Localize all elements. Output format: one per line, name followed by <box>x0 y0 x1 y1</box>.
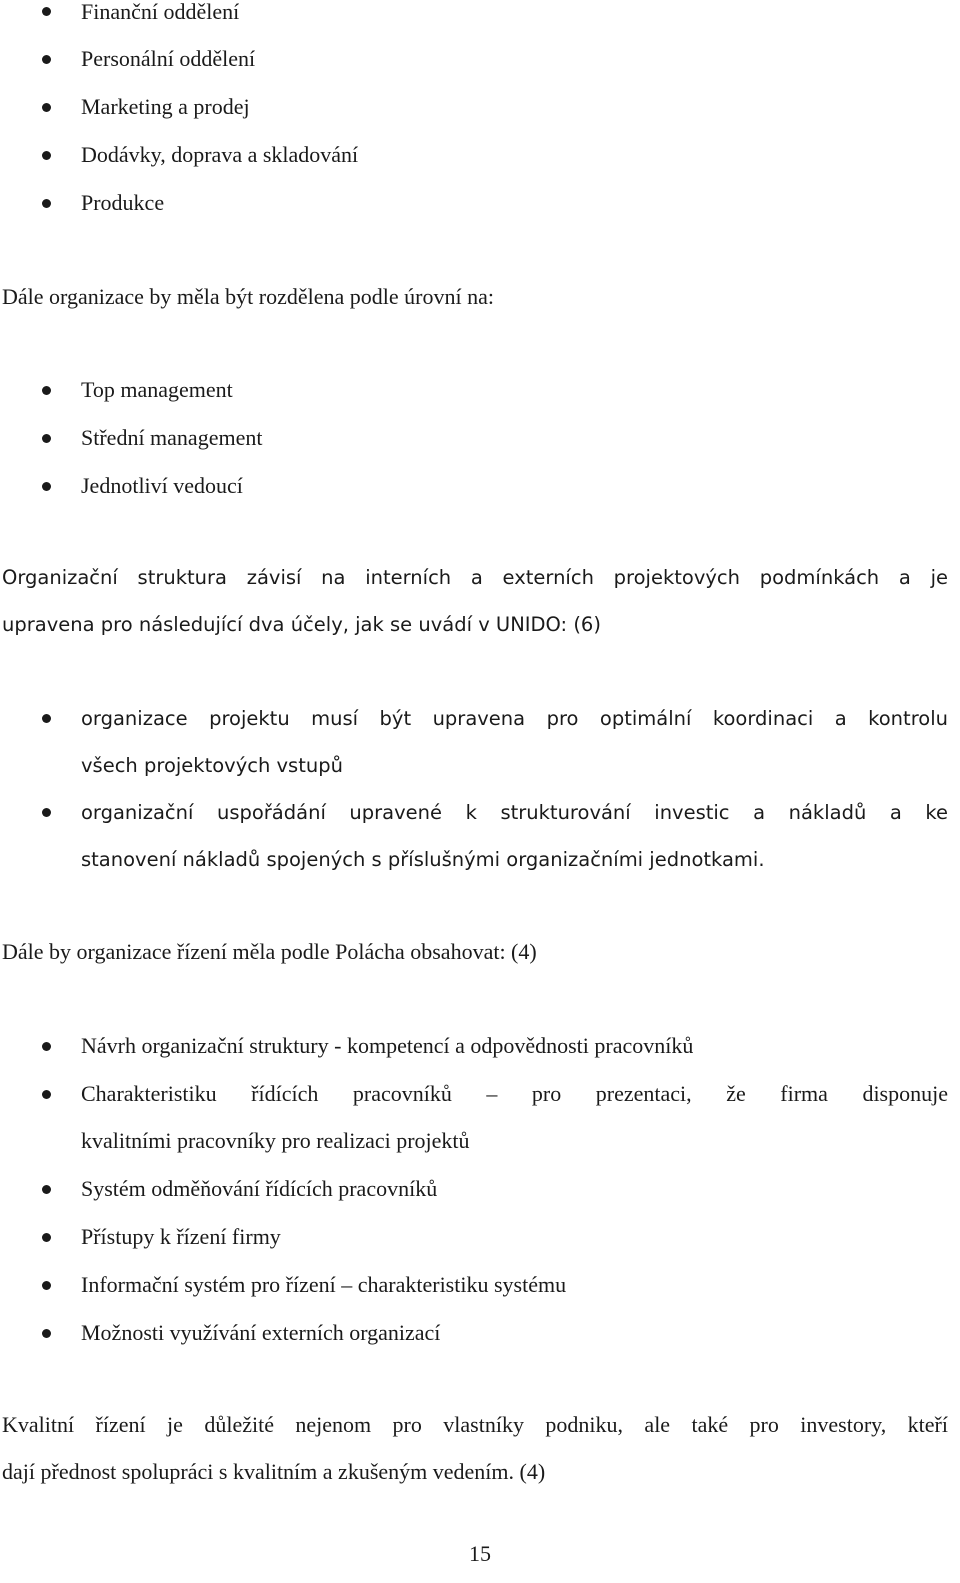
paragraph-structure-line: Organizační struktura závisí na interních a externích projektových podmínkách a je <box>2 566 948 589</box>
list-item-continuation: kvalitními pracovníky pro realizaci projektů <box>81 1128 470 1153</box>
list-item: Informační systém pro řízení – charakteristiku systému <box>81 1272 567 1297</box>
bullet-icon <box>42 434 51 443</box>
bullet-icon <box>42 386 51 395</box>
list-item: Systém odměňování řídících pracovníků <box>81 1176 438 1201</box>
bullet-icon <box>42 103 51 112</box>
paragraph-polach: Dále by organizace řízení měla podle Polácha obsahovat: (4) <box>2 939 537 964</box>
bullet-icon <box>42 808 51 817</box>
bullet-icon <box>42 55 51 64</box>
bullet-icon <box>42 714 51 723</box>
paragraph-structure-line: upravena pro následující dva účely, jak se uvádí v UNIDO: (6) <box>2 613 601 636</box>
list-item: Jednotliví vedoucí <box>81 473 243 498</box>
bullet-icon <box>42 482 51 491</box>
bullet-icon <box>42 1185 51 1194</box>
bullet-icon <box>42 199 51 208</box>
list-item: Finanční oddělení <box>81 0 240 24</box>
list-item: Charakteristiku řídících pracovníků – pro prezentaci, že firma disponuje <box>81 1081 948 1106</box>
list-item-continuation: všech projektových vstupů <box>81 754 343 777</box>
list-item: organizace projektu musí být upravena pro optimální koordinaci a kontrolu <box>81 707 948 730</box>
list-item-continuation: stanovení nákladů spojených s příslušnými organizačními jednotkami. <box>81 848 765 871</box>
page-number: 15 <box>469 1541 491 1566</box>
list-item: Marketing a prodej <box>81 94 250 119</box>
list-item: Dodávky, doprava a skladování <box>81 142 359 167</box>
list-item: Střední management <box>81 425 263 450</box>
list-item: Možnosti využívání externích organizací <box>81 1320 441 1345</box>
list-item: Top management <box>81 377 233 402</box>
list-item: organizační uspořádání upravené k strukturování investic a nákladů a ke <box>81 801 948 824</box>
list-item: Produkce <box>81 190 165 215</box>
bullet-icon <box>42 1090 51 1099</box>
paragraph-quality-line: Kvalitní řízení je důležité nejenom pro vlastníky podniku, ale také pro investory, kteří <box>2 1412 948 1437</box>
list-item: Přístupy k řízení firmy <box>81 1224 281 1249</box>
paragraph-quality-line: dají přednost spolupráci s kvalitním a zkušeným vedením. (4) <box>2 1459 546 1484</box>
bullet-icon <box>42 1281 51 1290</box>
bullet-icon <box>42 151 51 160</box>
list-item: Personální oddělení <box>81 46 256 71</box>
paragraph-levels: Dále organizace by měla být rozdělena podle úrovní na: <box>2 284 494 309</box>
bullet-icon <box>42 1329 51 1338</box>
bullet-icon <box>42 1233 51 1242</box>
bullet-icon <box>42 1042 51 1051</box>
list-item: Návrh organizační struktury - kompetencí a odpovědnosti pracovníků <box>81 1033 694 1058</box>
bullet-icon <box>42 7 51 16</box>
